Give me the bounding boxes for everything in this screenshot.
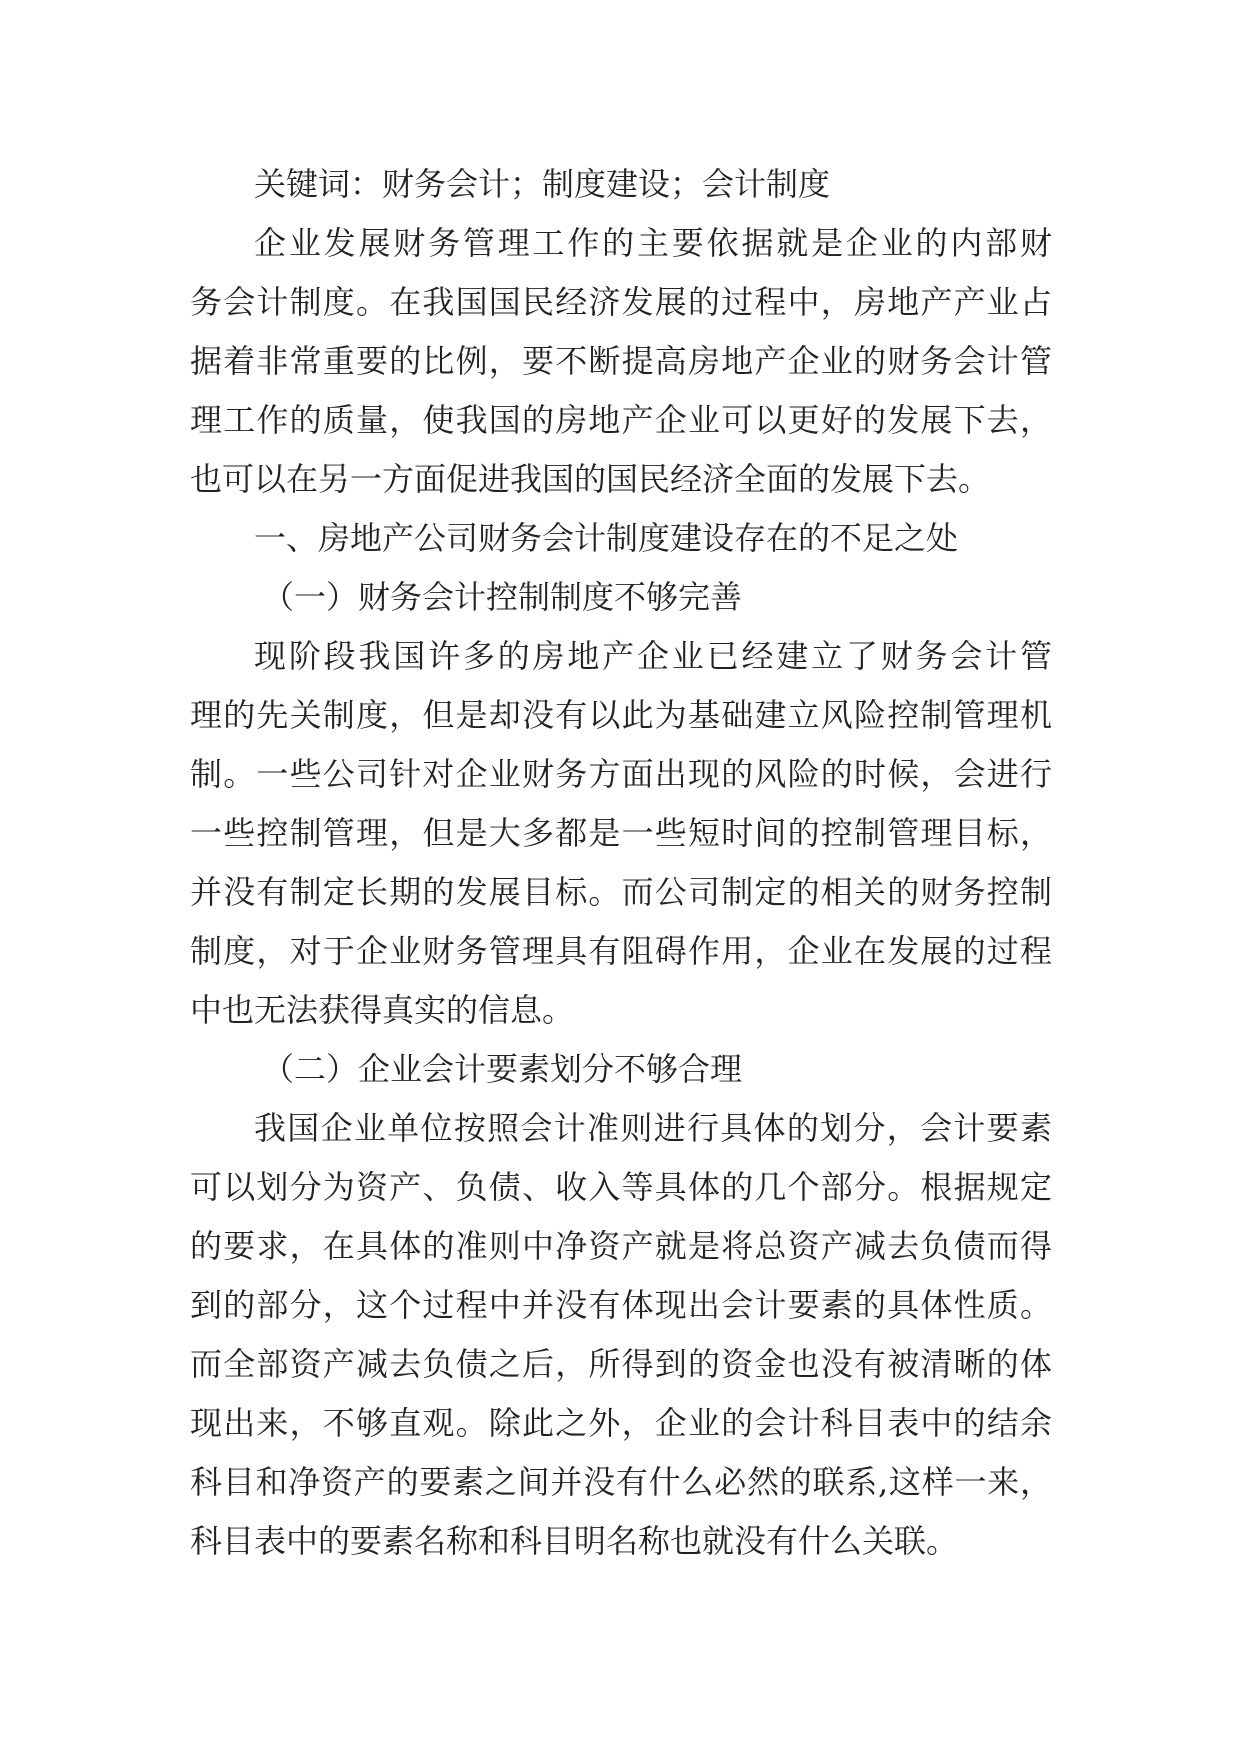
keywords-line: 关键词：财务会计；制度建设；会计制度 — [254, 165, 831, 203]
paragraph-line: 务会计制度。在我国国民经济发展的过程中，房地产产业占 — [190, 283, 1052, 321]
section-heading: 一、房地产公司财务会计制度建设存在的不足之处 — [254, 519, 959, 557]
paragraph-line: 可以划分为资产、负债、收入等具体的几个部分。根据规定 — [190, 1168, 1052, 1206]
paragraph-line: 科目表中的要素名称和科目明名称也就没有什么关联。 — [190, 1522, 959, 1560]
paragraph-line: 据着非常重要的比例，要不断提高房地产企业的财务会计管 — [190, 342, 1052, 380]
paragraph-line: 现出来，不够直观。除此之外，企业的会计科目表中的结余 — [190, 1404, 1052, 1442]
paragraph-line: 的要求，在具体的准则中净资产就是将总资产减去负债而得 — [190, 1227, 1052, 1265]
paragraph-line: 中也无法获得真实的信息。 — [190, 991, 575, 1029]
subsection-heading: （二）企业会计要素划分不够合理 — [262, 1050, 743, 1088]
paragraph-line: 一些控制管理，但是大多都是一些短时间的控制管理目标， — [190, 814, 1052, 852]
subsection-2-paragraph — [190, 1099, 1052, 1571]
paragraph-line: 企业发展财务管理工作的主要依据就是企业的内部财 — [254, 224, 1052, 262]
paragraph-line: 制。一些公司针对企业财务方面出现的风险的时候，会进行 — [190, 755, 1052, 793]
paragraph-line: 到的部分，这个过程中并没有体现出会计要素的具体性质。 — [190, 1286, 1052, 1324]
paragraph-line: 理的先关制度，但是却没有以此为基础建立风险控制管理机 — [190, 696, 1052, 734]
paragraph-line: 现阶段我国许多的房地产企业已经建立了财务会计管 — [254, 637, 1052, 675]
subsection-heading: （一）财务会计控制制度不够完善 — [262, 578, 743, 616]
subsection-1-paragraph — [190, 627, 1052, 1040]
paragraph-line: 理工作的质量，使我国的房地产企业可以更好的发展下去， — [190, 401, 1052, 439]
document-body — [190, 155, 1052, 1571]
intro-paragraph — [190, 214, 1052, 509]
paragraph-line: 并没有制定长期的发展目标。而公司制定的相关的财务控制 — [190, 873, 1052, 911]
paragraph-line: 也可以在另一方面促进我国的国民经济全面的发展下去。 — [190, 460, 991, 498]
paragraph-line: 我国企业单位按照会计准则进行具体的划分，会计要素 — [254, 1109, 1052, 1147]
paragraph-line: 制度，对于企业财务管理具有阻碍作用，企业在发展的过程 — [190, 932, 1052, 970]
paragraph-line: 而全部资产减去负债之后，所得到的资金也没有被清晰的体 — [190, 1345, 1052, 1383]
paragraph-line: 科目和净资产的要素之间并没有什么必然的联系,这样一来， — [190, 1463, 1052, 1501]
